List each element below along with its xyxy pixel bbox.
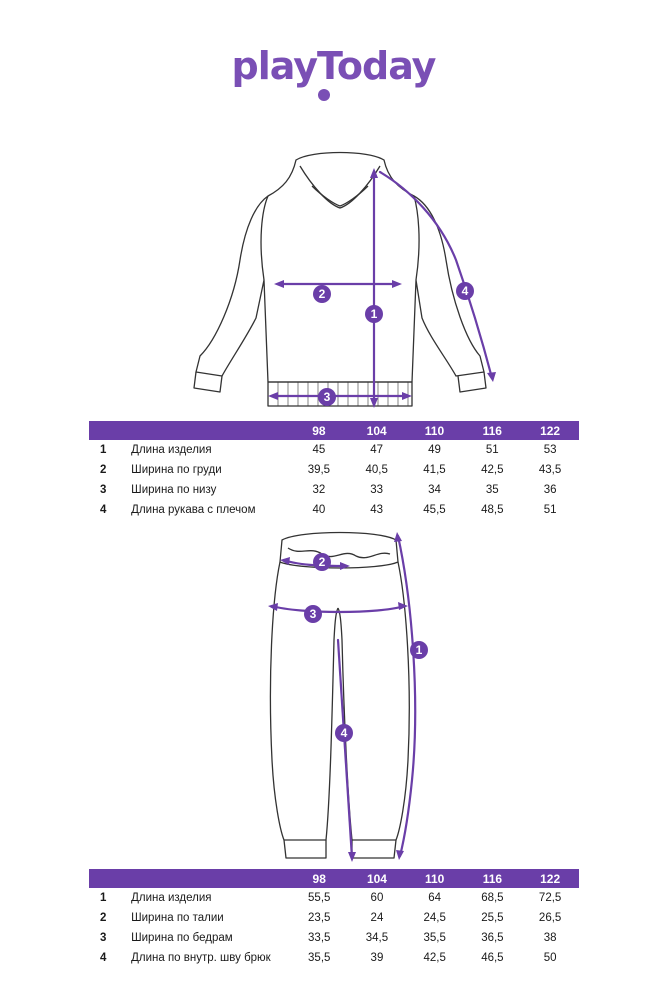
- row-number: 3: [100, 484, 107, 496]
- hoodie-marker-3-label: 3: [323, 390, 331, 404]
- pants-marker-4-label: 4: [340, 726, 348, 740]
- row-number: 2: [100, 912, 107, 924]
- hoodie-hem-band: [268, 382, 412, 406]
- cell-value: 23,5: [308, 912, 331, 924]
- pants-arrow-4-bottom: [348, 852, 356, 862]
- pants-marker-3-label: 3: [309, 607, 317, 621]
- row-name: Длина по внутр. шву брюк: [131, 952, 271, 964]
- hoodie-size-table: [89, 421, 579, 520]
- table-row: [89, 460, 579, 480]
- pants-arrow-1-bottom: [396, 850, 404, 860]
- pants-measure-1-line: [398, 536, 415, 856]
- hoodie-body-outline: [196, 153, 484, 383]
- brand-logo: playToday: [231, 44, 436, 88]
- row-number: 2: [100, 464, 107, 476]
- cell-value: 47: [370, 444, 384, 456]
- cell-value: 49: [428, 444, 441, 456]
- hoodie-arrow-1-top: [370, 168, 378, 178]
- hoodie-arrow-2-right: [392, 280, 402, 288]
- cell-value: 24,5: [423, 912, 446, 924]
- pants-left-cuff: [284, 840, 326, 858]
- row-number: 1: [100, 892, 107, 904]
- hoodie-right-sleeve-line: [414, 196, 419, 280]
- header-blank: [89, 421, 131, 440]
- hoodie-left-sleeve-line: [261, 196, 268, 280]
- cell-value: 32: [312, 484, 326, 496]
- cell-value: 41,5: [423, 464, 446, 476]
- cell-value: 40,5: [365, 464, 388, 476]
- pants-size-table: [89, 869, 579, 968]
- cell-value: 72,5: [538, 892, 562, 904]
- cell-value: 36: [543, 484, 557, 496]
- cell-value: 46,5: [481, 952, 504, 964]
- table-row: [89, 928, 579, 948]
- cell-value: 48,5: [481, 504, 504, 516]
- pants-arrow-3-right: [398, 602, 408, 610]
- cell-value: 35,5: [423, 932, 446, 944]
- cell-value: 51: [485, 444, 499, 456]
- row-name: Ширина по талии: [131, 912, 224, 924]
- size-header: 104: [348, 869, 406, 888]
- hoodie-marker-1-label: 1: [370, 307, 378, 321]
- cell-value: 25,5: [481, 912, 504, 924]
- hoodie-marker-2-label: 2: [318, 287, 326, 301]
- cell-value: 26,5: [538, 912, 562, 924]
- pants-table-header: [89, 869, 579, 888]
- cell-value: 50: [543, 952, 557, 964]
- size-header: 98: [290, 869, 348, 888]
- cell-value: 45,5: [423, 504, 446, 516]
- size-header: 122: [521, 869, 579, 888]
- cell-value: 35,5: [308, 952, 331, 964]
- cell-value: 39: [370, 952, 384, 964]
- row-name: Ширина по низу: [131, 484, 217, 496]
- pants-measure-4-line: [338, 640, 352, 858]
- size-header: 104: [348, 421, 406, 440]
- pants-arrow-1-top: [394, 532, 402, 542]
- cell-value: 39,5: [307, 464, 331, 476]
- row-name: Длина рукава с плечом: [131, 504, 256, 516]
- pants-right-cuff: [352, 840, 396, 858]
- hoodie-measure-4-line: [380, 172, 492, 378]
- cell-value: 64: [428, 892, 442, 904]
- cell-value: 24: [370, 912, 384, 924]
- cell-value: 55,5: [308, 892, 331, 904]
- row-number: 4: [100, 952, 107, 964]
- hoodie-arrow-4-end: [487, 372, 496, 382]
- hoodie-arrow-3-left: [268, 392, 278, 400]
- table-row: [89, 440, 579, 460]
- row-number: 3: [100, 932, 107, 944]
- cell-value: 33,5: [308, 932, 331, 944]
- cell-value: 51: [543, 504, 557, 516]
- size-header: 110: [406, 421, 464, 440]
- pants-arrow-2-right: [340, 562, 350, 570]
- size-header: 116: [464, 869, 522, 888]
- cell-value: 40: [312, 504, 326, 516]
- table-row: [89, 480, 579, 500]
- pants-marker-2-label: 2: [318, 555, 326, 569]
- row-number: 4: [100, 504, 107, 516]
- cell-value: 43,5: [538, 464, 562, 476]
- size-header: 122: [521, 421, 579, 440]
- pants-waistband-gathers: [288, 548, 390, 558]
- hoodie-arrow-2-left: [274, 280, 284, 288]
- cell-value: 38: [543, 932, 557, 944]
- cell-value: 45: [312, 444, 326, 456]
- header-blank: [131, 869, 290, 888]
- table-row: [89, 908, 579, 928]
- cell-value: 43: [370, 504, 384, 516]
- logo-dot: [318, 89, 330, 101]
- cell-value: 36,5: [481, 932, 504, 944]
- pants-marker-1-label: 1: [415, 643, 423, 657]
- size-header: 110: [406, 869, 464, 888]
- cell-value: 34: [428, 484, 441, 496]
- hoodie-hood-line: [300, 166, 380, 208]
- table-row: [89, 500, 579, 520]
- cell-value: 42,5: [481, 464, 504, 476]
- pants-arrow-3-left: [268, 603, 278, 611]
- hoodie-table-header: [89, 421, 579, 440]
- hoodie-diagram: [0, 145, 667, 415]
- header-blank: [89, 869, 131, 888]
- row-number: 1: [100, 444, 107, 456]
- cell-value: 42,5: [423, 952, 446, 964]
- pants-diagram: [0, 528, 667, 864]
- row-name: Ширина по бедрам: [131, 932, 233, 944]
- size-header: 116: [463, 421, 521, 440]
- cell-value: 53: [543, 444, 557, 456]
- row-name: Длина изделия: [131, 892, 212, 904]
- pants-left-leg: [270, 562, 338, 840]
- row-name: Ширина по груди: [131, 464, 222, 476]
- table-row: [89, 888, 579, 908]
- hoodie-arrow-3-right: [402, 392, 412, 400]
- hoodie-hem-ribbing: [278, 382, 408, 406]
- cell-value: 68,5: [481, 892, 504, 904]
- cell-value: 33: [370, 484, 384, 496]
- hoodie-hood-inner: [312, 186, 368, 206]
- row-name: Длина изделия: [131, 444, 212, 456]
- header-blank: [131, 421, 290, 440]
- cell-value: 34,5: [365, 932, 389, 944]
- size-header: 98: [290, 421, 348, 440]
- cell-value: 35: [485, 484, 499, 496]
- cell-value: 60: [370, 892, 384, 904]
- table-row: [89, 948, 579, 968]
- hoodie-marker-4-label: 4: [461, 284, 469, 298]
